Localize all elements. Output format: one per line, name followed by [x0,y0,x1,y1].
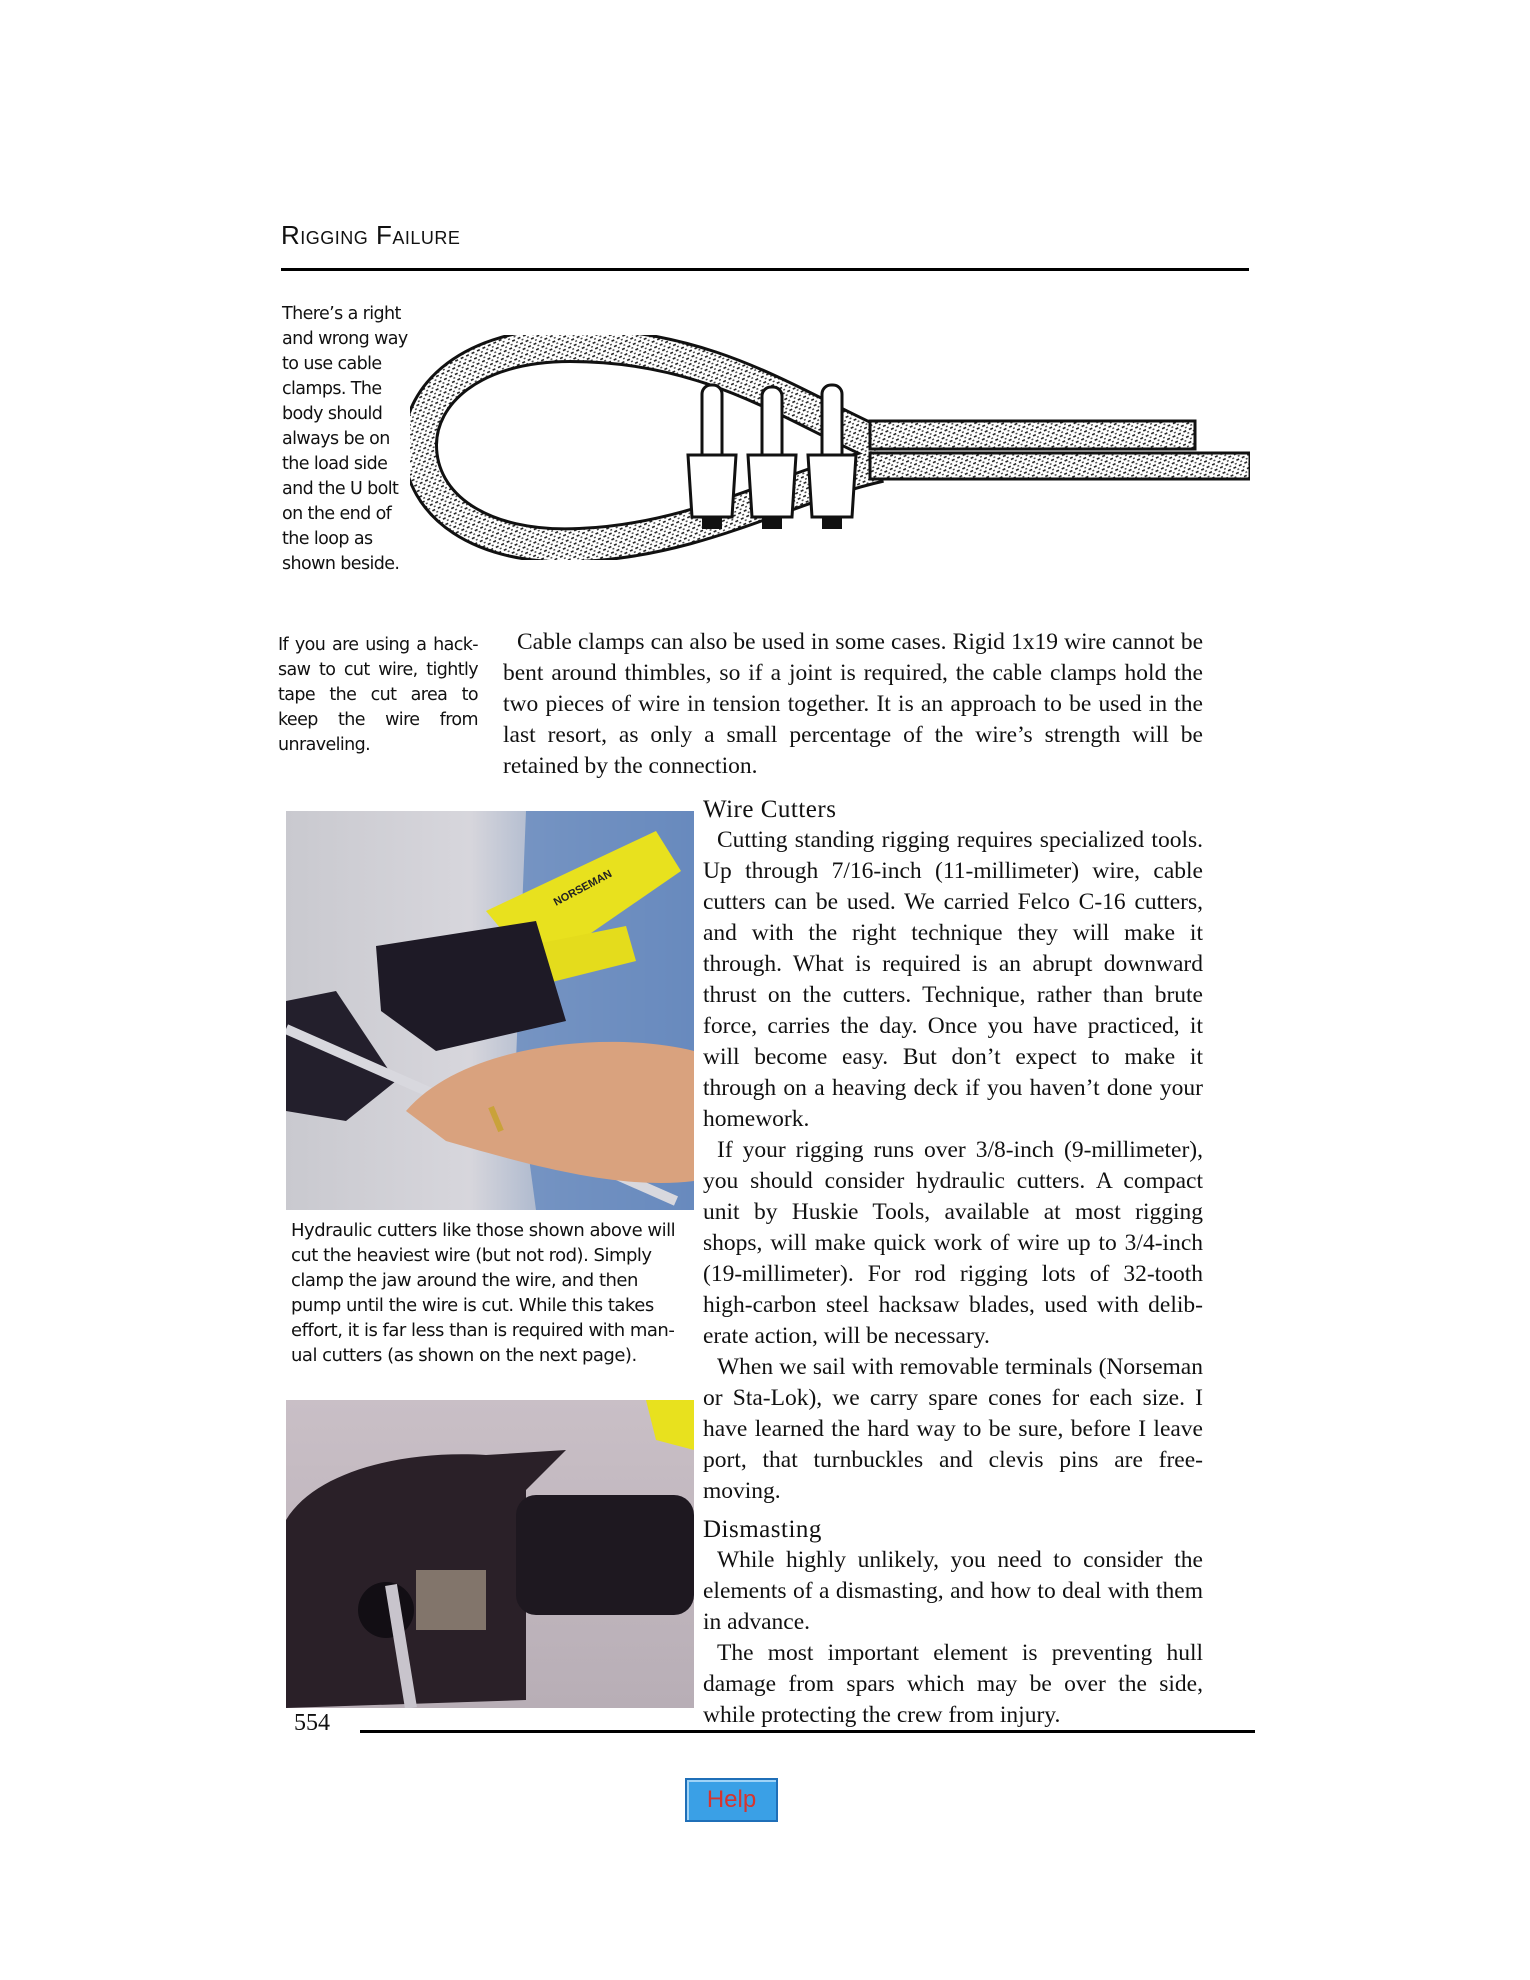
help-button[interactable]: Help [685,1778,778,1822]
paragraph: If your rigging runs over 3/8-inch (9-millimeter), you should consider hydraulic cutters. A compact unit by Huskie Tools, available at most rigging shops, will make quick work of wire up to 3/4-inch (19-millimeter). For rod rigging lots of 32-tooth high-carbon steel hacksaw blades, used with delib-erate action, will be necessary. [703,1137,1203,1349]
section-heading-wire-cutters: Wire Cutters [703,796,837,823]
photo-cutter-jaw-closeup [286,1400,694,1708]
paragraph: While highly unlikely, you need to consider the elements of a dismasting, and how to deal with them in advance. [703,1547,1203,1635]
photo-1-render [286,811,694,1210]
main-column [703,795,1203,1731]
tool-brand-label: NORSEMAN [551,867,615,909]
cable-clamp-illustration [410,335,1250,560]
clamp-1 [688,385,736,529]
section-heading-dismasting: Dismasting [703,1516,822,1543]
paragraph: Cutting standing rigging requires specialized tools. Up through 7/16-inch (11-millimeter) wire, cable cutters can be used. We carried Felco C-16 cutters, and with the right technique they will make it through. What is required is an abrupt downward thrust on the cutters. Technique, rather than brute force, carries the day. Once you have practiced, it will become easy. But don’t expect to make it through on a heaving deck if you haven’t done your homework. [703,827,1203,1132]
figure-caption: Hydraulic cutters like those shown above will cut the heaviest wire (but not rod). Simply clamp the jaw around the wire, and then pump until the wire is cut. While this takes effort, it is far less than is required with man-ual cutters (as shown on the next page). [291,1220,676,1366]
footer-rule [360,1730,1255,1733]
paragraph: Cable clamps can also be used in some cases. Rigid 1x19 wire cannot be bent around thimbles, so if a joint is required, the cable clamps hold the two pieces of wire in tension together. It is an approach to be used in the last resort, as only a small percentage of the wire’s strength will be retained by the connection. [503,629,1203,779]
paragraph: The most important element is preventing hull damage from spars which may be over the side, while protecting the crew from injury. [703,1640,1203,1728]
running-head: Rigging Failure [281,220,461,250]
header-rule [281,268,1249,271]
sidenote-cable-clamps: There’s a right and wrong way to use cable clamps. The body should always be on the load side and the U bolt on the end of the loop as shown beside. [282,304,408,574]
paragraph: When we sail with removable terminals (Norseman or Sta-Lok), we carry spare cones for each size. I have learned the hard way to be sure, before I leave port, that turnbuckles and clevis pins are free-moving. [703,1354,1203,1504]
photo-2-render [286,1400,694,1708]
intro-paragraph [503,627,1203,782]
sidenote-hacksaw: If you are using a hack-saw to cut wire, tightly tape the cut area to keep the wire from unraveling. [278,635,478,755]
page-number: 554 [294,1710,330,1736]
photo-hydraulic-cutter-hands [286,811,694,1210]
